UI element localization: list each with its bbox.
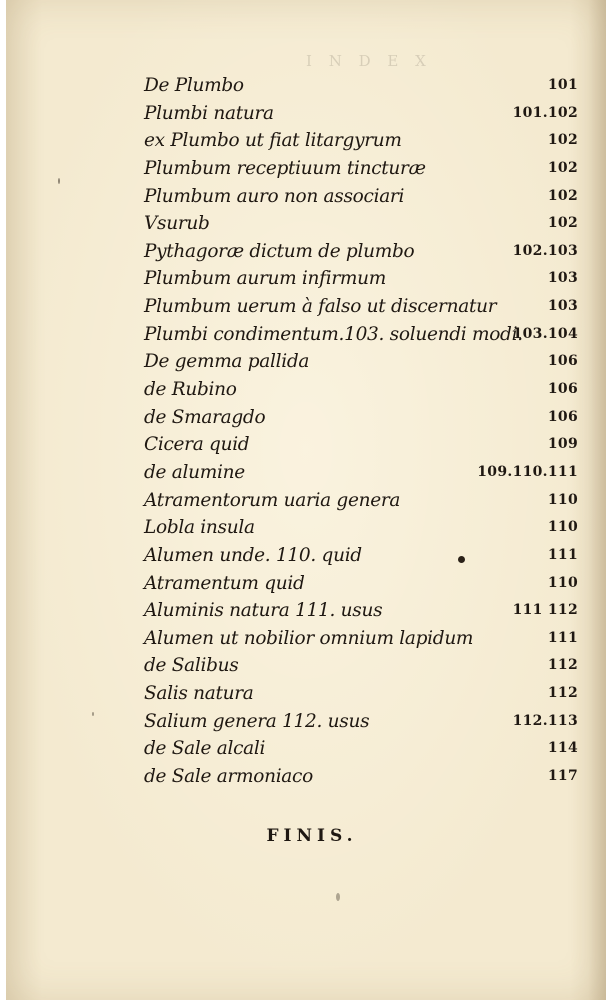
index-entry bbox=[144, 183, 578, 211]
entry-title: Alumen unde. 110. quid bbox=[144, 544, 362, 566]
entry-title: de Salibus bbox=[144, 655, 239, 677]
index-entry bbox=[144, 570, 578, 598]
entry-title: Plumbum auro non associari bbox=[144, 185, 405, 207]
book-page bbox=[6, 0, 606, 1000]
index-entry bbox=[144, 127, 578, 155]
index-entry bbox=[144, 265, 578, 293]
entry-title: Atramentorum uaria genera bbox=[144, 489, 401, 511]
entry-page-number: 110 bbox=[547, 491, 578, 508]
entry-title: Vsurub bbox=[144, 213, 210, 235]
entry-page-number: 109 bbox=[547, 436, 578, 453]
entry-page-number: 102.103 bbox=[512, 242, 578, 259]
entry-title: Plumbum uerum à falso ut discernatur bbox=[144, 296, 497, 318]
entry-title: Plumbi condimentum.103. soluendi modi. bbox=[144, 323, 523, 345]
entry-title: Plumbum aurum infirmum bbox=[144, 268, 386, 290]
entry-page-number: 102 bbox=[547, 187, 578, 204]
entry-page-number: 112.113 bbox=[512, 712, 578, 729]
index-entry bbox=[144, 100, 578, 128]
entry-title: De Plumbo bbox=[144, 75, 244, 96]
index-entry bbox=[144, 348, 578, 376]
entry-page-number: 102 bbox=[547, 215, 578, 232]
ink-speck bbox=[58, 178, 60, 184]
entry-page-number: 106 bbox=[547, 353, 578, 370]
entry-title: Plumbum receptiuum tincturæ bbox=[144, 157, 426, 179]
entry-page-number: 112 bbox=[547, 657, 578, 674]
entry-page-number: 103 bbox=[547, 270, 578, 287]
entry-title: de Sale alcali bbox=[144, 738, 266, 760]
entry-title: de Rubino bbox=[144, 379, 237, 401]
index-entry bbox=[144, 293, 578, 321]
index-entry bbox=[144, 514, 578, 542]
index-entry bbox=[144, 72, 578, 100]
entry-page-number: 106 bbox=[547, 381, 578, 398]
entry-page-number: 109.110.111 bbox=[477, 463, 578, 480]
entry-page-number: 111 112 bbox=[512, 602, 578, 619]
ink-speck bbox=[336, 893, 340, 901]
entry-page-number: 102 bbox=[547, 159, 578, 176]
entry-title: ex Plumbo ut fiat litargyrum bbox=[144, 130, 402, 152]
entry-title: Salium genera 112. usus bbox=[144, 710, 370, 732]
entry-title: de Sale armoniaco bbox=[144, 766, 313, 788]
index-entry bbox=[144, 542, 578, 570]
index-entry bbox=[144, 238, 578, 266]
entry-title: de alumine bbox=[144, 461, 245, 483]
index-entry bbox=[144, 321, 578, 349]
index-entry bbox=[144, 763, 578, 791]
index-entry bbox=[144, 708, 578, 736]
index-entry bbox=[144, 404, 578, 432]
entry-page-number: 102 bbox=[547, 132, 578, 149]
index-entry bbox=[144, 376, 578, 404]
index-entry bbox=[144, 652, 578, 680]
index-entry bbox=[144, 680, 578, 708]
entry-title: Pythagoræ dictum de plumbo bbox=[144, 240, 415, 262]
index-entry bbox=[144, 597, 578, 625]
entry-page-number: 103.104 bbox=[512, 325, 578, 342]
running-head: I N D E X bbox=[306, 52, 432, 70]
entry-title: Aluminis natura 111. usus bbox=[144, 600, 383, 622]
entry-title: Alumen ut nobilior omnium lapidum bbox=[144, 627, 474, 649]
ink-speck bbox=[458, 556, 465, 563]
entry-title: Atramentum quid bbox=[144, 572, 305, 594]
entry-page-number: 110 bbox=[547, 574, 578, 591]
index-entry bbox=[144, 625, 578, 653]
index-entry bbox=[144, 459, 578, 487]
entry-page-number: 110 bbox=[547, 519, 578, 536]
entry-page-number: 101.102 bbox=[512, 104, 578, 121]
entry-page-number: 112 bbox=[547, 685, 578, 702]
entry-title: Cicera quid bbox=[144, 434, 250, 456]
entry-page-number: 111 bbox=[547, 546, 578, 563]
entry-title: Salis natura bbox=[144, 683, 254, 705]
entry-title: De gemma pallida bbox=[144, 351, 310, 373]
index-entry bbox=[144, 735, 578, 763]
entry-page-number: 111 bbox=[547, 629, 578, 646]
ink-speck bbox=[92, 712, 94, 716]
index-entry bbox=[144, 431, 578, 459]
index-entry bbox=[144, 487, 578, 515]
entry-page-number: 101 bbox=[547, 77, 578, 93]
index-entry bbox=[144, 155, 578, 183]
index-entry bbox=[144, 210, 578, 238]
finis-label: FINIS. bbox=[266, 826, 358, 846]
entry-page-number: 114 bbox=[547, 740, 578, 757]
index-list bbox=[144, 72, 578, 791]
entry-title: Lobla insula bbox=[144, 517, 255, 539]
page-edge-shadow bbox=[588, 0, 606, 1000]
entry-page-number: 117 bbox=[547, 768, 578, 785]
entry-page-number: 103 bbox=[547, 298, 578, 315]
entry-title: de Smaragdo bbox=[144, 406, 266, 428]
entry-title: Plumbi natura bbox=[144, 102, 274, 124]
entry-page-number: 106 bbox=[547, 408, 578, 425]
